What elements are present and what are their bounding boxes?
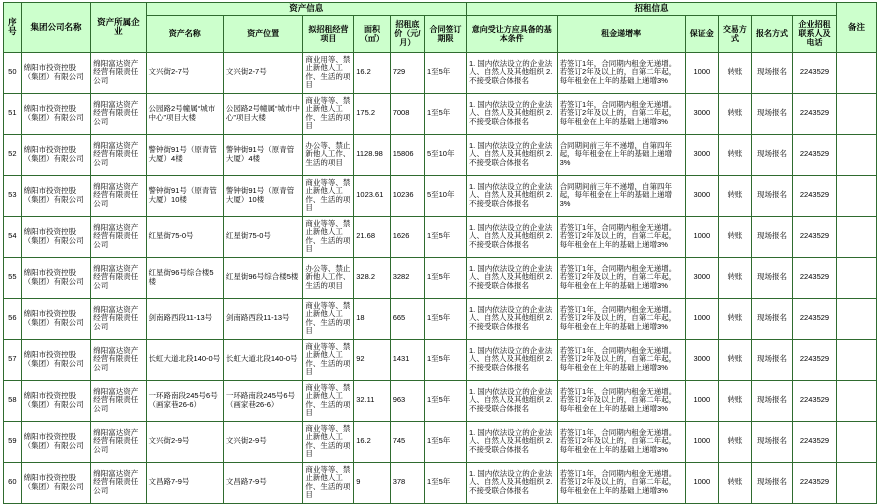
- asset-leasing-table: [3, 2, 877, 504]
- cell-index[interactable]: 57: [4, 339, 22, 380]
- cell-index[interactable]: 52: [4, 134, 22, 175]
- cell-asset-name[interactable]: 警钟街91号（原青管大厦）10楼: [146, 175, 223, 216]
- spreadsheet-sheet: [0, 2, 880, 500]
- cell-base-price[interactable]: 15806: [390, 134, 424, 175]
- cell-contact[interactable]: 2243529: [792, 175, 836, 216]
- cell-trade-mode[interactable]: 转账: [718, 462, 751, 503]
- cell-signup-mode[interactable]: 现场报名: [752, 216, 793, 257]
- cell-asset-owner[interactable]: 绵阳富达资产经营有限责任公司: [91, 257, 146, 298]
- header-asset-name: 资产名称: [146, 15, 223, 52]
- cell-remark[interactable]: [837, 339, 877, 380]
- cell-remark[interactable]: [837, 134, 877, 175]
- header-contract-term: 合同签订期限: [424, 15, 466, 52]
- cell-contract-term[interactable]: 5至10年: [424, 175, 466, 216]
- cell-asset-owner[interactable]: 绵阳富达资产经营有限责任公司: [91, 380, 146, 421]
- cell-base-price[interactable]: 10236: [390, 175, 424, 216]
- cell-remark[interactable]: [837, 421, 877, 462]
- cell-remark[interactable]: [837, 298, 877, 339]
- cell-contract-term[interactable]: 1至5年: [424, 257, 466, 298]
- cell-asset-owner[interactable]: 绵阳富达资产经营有限责任公司: [91, 52, 146, 93]
- cell-signup-mode[interactable]: 现场报名: [752, 134, 793, 175]
- header-lease-info: 招租信息: [466, 3, 836, 16]
- header-contact: 企业招租联系人及电话: [792, 15, 836, 52]
- cell-conditions[interactable]: 1. 国内依法设立的企业法人、自然人及其他组织 2. 不接受联合体报名: [466, 216, 557, 257]
- header-signup-mode: 报名方式: [752, 15, 793, 52]
- cell-rent-increase[interactable]: 若签订1年，合同期内租金无递增。若签订2年及以上的，自第二年起，每年租金在上年的基础上递增3%: [557, 298, 685, 339]
- cell-area[interactable]: 18: [354, 298, 390, 339]
- cell-contract-term[interactable]: 1至5年: [424, 52, 466, 93]
- cell-project[interactable]: 商业用等、禁止新他人工作、生活的项目: [303, 52, 354, 93]
- cell-asset-owner[interactable]: 绵阳富达资产经营有限责任公司: [91, 216, 146, 257]
- cell-signup-mode[interactable]: 现场报名: [752, 175, 793, 216]
- cell-asset-name[interactable]: 红星街96号综合楼5楼: [146, 257, 223, 298]
- cell-base-price[interactable]: 1431: [390, 339, 424, 380]
- cell-project[interactable]: 商业等等、禁止新他人工作、生活的项目: [303, 462, 354, 503]
- cell-rent-increase[interactable]: 若签订1年，合同期内租金无递增。若签订2年及以上的，自第二年起，每年租金在上年的基础上递增3%: [557, 52, 685, 93]
- table-row[interactable]: [4, 93, 877, 134]
- cell-deposit[interactable]: 3000: [685, 93, 718, 134]
- header-rent-increase: 租金递增率: [557, 15, 685, 52]
- cell-area[interactable]: 1023.61: [354, 175, 390, 216]
- cell-group-company[interactable]: 绵阳市投资控股（集团）有限公司: [21, 298, 91, 339]
- header-project: 拟招租经营项目: [303, 15, 354, 52]
- cell-asset-owner[interactable]: 绵阳富达资产经营有限责任公司: [91, 134, 146, 175]
- cell-conditions[interactable]: 1. 国内依法设立的企业法人、自然人及其他组织 2. 不接受联合体报名: [466, 462, 557, 503]
- cell-asset-name[interactable]: 长虹大道北段140-0号: [146, 339, 223, 380]
- cell-index[interactable]: 55: [4, 257, 22, 298]
- cell-contract-term[interactable]: 1至5年: [424, 93, 466, 134]
- cell-remark[interactable]: [837, 462, 877, 503]
- header-group-company: 集团公司名称: [21, 3, 91, 53]
- cell-rent-increase[interactable]: 若签订1年，合同期内租金无递增。若签订2年及以上的，自第二年起，每年租金在上年的基础上递增3%: [557, 380, 685, 421]
- cell-trade-mode[interactable]: 转账: [718, 216, 751, 257]
- cell-area[interactable]: 16.2: [354, 421, 390, 462]
- cell-contact[interactable]: 2243529: [792, 52, 836, 93]
- cell-area[interactable]: 9: [354, 462, 390, 503]
- cell-contact[interactable]: 2243529: [792, 216, 836, 257]
- header-trade-mode: 交易方式: [718, 15, 751, 52]
- cell-asset-location[interactable]: 文昌路7-9号: [223, 462, 303, 503]
- cell-remark[interactable]: [837, 52, 877, 93]
- cell-deposit[interactable]: 1000: [685, 421, 718, 462]
- cell-asset-name[interactable]: 剑南路西段11-13号: [146, 298, 223, 339]
- cell-contract-term[interactable]: 1至5年: [424, 298, 466, 339]
- cell-area[interactable]: 21.68: [354, 216, 390, 257]
- cell-project[interactable]: 商业等等、禁止新他人工作、生活的项目: [303, 93, 354, 134]
- cell-rent-increase[interactable]: 若签订1年，合同期内租金无递增。若签订2年及以上的，自第二年起，每年租金在上年的基础上递增3%: [557, 93, 685, 134]
- cell-group-company[interactable]: 绵阳市投资控股（集团）有限公司: [21, 175, 91, 216]
- cell-conditions[interactable]: 1. 国内依法设立的企业法人、自然人及其他组织 2. 不接受联合体报名: [466, 175, 557, 216]
- cell-trade-mode[interactable]: 转账: [718, 52, 751, 93]
- header-conditions: 意向受让方应具备的基本条件: [466, 15, 557, 52]
- cell-contract-term[interactable]: 1至5年: [424, 421, 466, 462]
- cell-project[interactable]: 商业等等、禁止新他人工作、生活的项目: [303, 216, 354, 257]
- cell-group-company[interactable]: 绵阳市投资控股（集团）有限公司: [21, 421, 91, 462]
- cell-base-price[interactable]: 3282: [390, 257, 424, 298]
- cell-trade-mode[interactable]: 转账: [718, 175, 751, 216]
- cell-deposit[interactable]: 1000: [685, 298, 718, 339]
- table-row[interactable]: [4, 298, 877, 339]
- cell-base-price[interactable]: 1626: [390, 216, 424, 257]
- cell-trade-mode[interactable]: 转账: [718, 298, 751, 339]
- cell-trade-mode[interactable]: 转账: [718, 339, 751, 380]
- cell-asset-location[interactable]: 一环路南段245号6号（画家巷26-6）: [223, 380, 303, 421]
- cell-rent-increase[interactable]: 若签订1年，合同期内租金无递增。若签订2年及以上的，自第二年起，每年租金在上年的基础上递增3%: [557, 216, 685, 257]
- table-row[interactable]: [4, 421, 877, 462]
- header-base-price: 招租底价（元/月）: [390, 15, 424, 52]
- cell-remark[interactable]: [837, 257, 877, 298]
- cell-deposit[interactable]: 3000: [685, 134, 718, 175]
- cell-area[interactable]: 16.2: [354, 52, 390, 93]
- cell-conditions[interactable]: 1. 国内依法设立的企业法人、自然人及其他组织 2. 不接受联合体报名: [466, 339, 557, 380]
- cell-remark[interactable]: [837, 216, 877, 257]
- cell-asset-owner[interactable]: 绵阳富达资产经营有限责任公司: [91, 462, 146, 503]
- cell-group-company[interactable]: 绵阳市投资控股（集团）有限公司: [21, 462, 91, 503]
- cell-deposit[interactable]: 1000: [685, 52, 718, 93]
- cell-group-company[interactable]: 绵阳市投资控股（集团）有限公司: [21, 257, 91, 298]
- table-header: [4, 3, 877, 53]
- cell-deposit[interactable]: 3000: [685, 175, 718, 216]
- cell-rent-increase[interactable]: 若签订1年，合同期内租金无递增。若签订2年及以上的，自第二年起，每年租金在上年的基础上递增3%: [557, 421, 685, 462]
- cell-contract-term[interactable]: 1至5年: [424, 339, 466, 380]
- cell-asset-name[interactable]: 警钟街91号（原青管大厦）4楼: [146, 134, 223, 175]
- cell-group-company[interactable]: 绵阳市投资控股（集团）有限公司: [21, 339, 91, 380]
- cell-deposit[interactable]: 3000: [685, 257, 718, 298]
- cell-signup-mode[interactable]: 现场报名: [752, 298, 793, 339]
- cell-deposit[interactable]: 1000: [685, 380, 718, 421]
- cell-remark[interactable]: [837, 175, 877, 216]
- cell-project[interactable]: 商业等等、禁止新他人工作、生活的项目: [303, 380, 354, 421]
- cell-contact[interactable]: 2243529: [792, 257, 836, 298]
- cell-asset-location[interactable]: 公园路2号幢属“城市中心”项目大楼: [223, 93, 303, 134]
- cell-asset-name[interactable]: 红星街75-0号: [146, 216, 223, 257]
- cell-contact[interactable]: 2243529: [792, 421, 836, 462]
- header-index: 序号: [4, 3, 22, 53]
- cell-signup-mode[interactable]: 现场报名: [752, 52, 793, 93]
- cell-asset-name[interactable]: 一环路南段245号6号（画家巷26-6）: [146, 380, 223, 421]
- cell-area[interactable]: 32.11: [354, 380, 390, 421]
- cell-asset-location[interactable]: 文兴街2-9号: [223, 421, 303, 462]
- cell-trade-mode[interactable]: 转账: [718, 421, 751, 462]
- cell-asset-location[interactable]: 红星街75-0号: [223, 216, 303, 257]
- cell-signup-mode[interactable]: 现场报名: [752, 257, 793, 298]
- cell-asset-owner[interactable]: 绵阳富达资产经营有限责任公司: [91, 421, 146, 462]
- cell-contract-term[interactable]: 1至5年: [424, 380, 466, 421]
- cell-base-price[interactable]: 745: [390, 421, 424, 462]
- table-row[interactable]: [4, 257, 877, 298]
- cell-contract-term[interactable]: 5至10年: [424, 134, 466, 175]
- cell-contact[interactable]: 2243529: [792, 93, 836, 134]
- cell-trade-mode[interactable]: 转账: [718, 380, 751, 421]
- cell-base-price[interactable]: 729: [390, 52, 424, 93]
- table-row[interactable]: [4, 52, 877, 93]
- cell-contract-term[interactable]: 1至5年: [424, 216, 466, 257]
- table-row[interactable]: [4, 380, 877, 421]
- cell-asset-location[interactable]: 红星街96号综合楼5楼: [223, 257, 303, 298]
- cell-contract-term[interactable]: 1至5年: [424, 462, 466, 503]
- cell-project[interactable]: 办公等、禁止新他人工作、生活的项目: [303, 134, 354, 175]
- cell-asset-location[interactable]: 文兴街2-7号: [223, 52, 303, 93]
- cell-trade-mode[interactable]: 转账: [718, 93, 751, 134]
- table-row[interactable]: [4, 462, 877, 503]
- cell-base-price[interactable]: 7008: [390, 93, 424, 134]
- cell-contact[interactable]: 2243529: [792, 339, 836, 380]
- cell-signup-mode[interactable]: 现场报名: [752, 380, 793, 421]
- table-row[interactable]: [4, 339, 877, 380]
- cell-trade-mode[interactable]: 转账: [718, 257, 751, 298]
- table-row[interactable]: [4, 216, 877, 257]
- cell-signup-mode[interactable]: 现场报名: [752, 421, 793, 462]
- cell-deposit[interactable]: 1000: [685, 462, 718, 503]
- cell-asset-name[interactable]: 公园路2号幢属“城市中心”项目大楼: [146, 93, 223, 134]
- cell-project[interactable]: 商业等等、禁止新他人工作、生活的项目: [303, 298, 354, 339]
- cell-trade-mode[interactable]: 转账: [718, 134, 751, 175]
- cell-conditions[interactable]: 1. 国内依法设立的企业法人、自然人及其他组织 2. 不接受联合体报名: [466, 134, 557, 175]
- cell-conditions[interactable]: 1. 国内依法设立的企业法人、自然人及其他组织 2. 不接受联合体报名: [466, 257, 557, 298]
- cell-contact[interactable]: 2243529: [792, 380, 836, 421]
- cell-area[interactable]: 92: [354, 339, 390, 380]
- cell-rent-increase[interactable]: 若签订1年，合同期内租金无递增。若签订2年及以上的，自第二年起，每年租金在上年的基础上递增3%: [557, 339, 685, 380]
- cell-conditions[interactable]: 1. 国内依法设立的企业法人、自然人及其他组织 2. 不接受联合体报名: [466, 421, 557, 462]
- header-area: 面积（㎡）: [354, 15, 390, 52]
- cell-index[interactable]: 53: [4, 175, 22, 216]
- header-deposit: 保证金: [685, 15, 718, 52]
- cell-rent-increase[interactable]: 若签订1年，合同期内租金无递增。若签订2年及以上的，自第二年起，每年租金在上年的基础上递增3%: [557, 462, 685, 503]
- cell-deposit[interactable]: 3000: [685, 339, 718, 380]
- cell-asset-location[interactable]: 长虹大道北段140-0号: [223, 339, 303, 380]
- cell-project[interactable]: 办公等、禁止新他人工作、生活的项目: [303, 257, 354, 298]
- cell-base-price[interactable]: 665: [390, 298, 424, 339]
- table-row[interactable]: [4, 134, 877, 175]
- cell-project[interactable]: 商业等等、禁止新他人工作、生活的项目: [303, 339, 354, 380]
- cell-asset-location[interactable]: 警钟街91号（原青管大厦）10楼: [223, 175, 303, 216]
- cell-area[interactable]: 328.2: [354, 257, 390, 298]
- cell-index[interactable]: 58: [4, 380, 22, 421]
- cell-rent-increase[interactable]: 合同期间前三年不递增，自第四年起，每年租金在上年的基础上递增3%: [557, 175, 685, 216]
- table-body: [4, 52, 877, 503]
- cell-signup-mode[interactable]: 现场报名: [752, 462, 793, 503]
- cell-remark[interactable]: [837, 93, 877, 134]
- cell-index[interactable]: 51: [4, 93, 22, 134]
- cell-index[interactable]: 50: [4, 52, 22, 93]
- cell-asset-owner[interactable]: 绵阳富达资产经营有限责任公司: [91, 339, 146, 380]
- header-asset-info: 资产信息: [146, 3, 466, 16]
- cell-area[interactable]: 175.2: [354, 93, 390, 134]
- cell-project[interactable]: 商业等等、禁止新他人工作、生活的项目: [303, 175, 354, 216]
- cell-asset-location[interactable]: 剑南路西段11-13号: [223, 298, 303, 339]
- header-asset-owner: 资产所属企业: [91, 3, 146, 53]
- cell-conditions[interactable]: 1. 国内依法设立的企业法人、自然人及其他组织 2. 不接受联合体报名: [466, 93, 557, 134]
- cell-signup-mode[interactable]: 现场报名: [752, 93, 793, 134]
- cell-group-company[interactable]: 绵阳市投资控股（集团）有限公司: [21, 93, 91, 134]
- cell-remark[interactable]: [837, 380, 877, 421]
- cell-rent-increase[interactable]: 若签订1年，合同期内租金无递增。若签订2年及以上的，自第二年起，每年租金在上年的基础上递增3%: [557, 257, 685, 298]
- cell-asset-owner[interactable]: 绵阳富达资产经营有限责任公司: [91, 298, 146, 339]
- cell-conditions[interactable]: 1. 国内依法设立的企业法人、自然人及其他组织 2. 不接受联合体报名: [466, 380, 557, 421]
- cell-asset-location[interactable]: 警钟街91号（原青管大厦）4楼: [223, 134, 303, 175]
- cell-rent-increase[interactable]: 合同期间前三年不递增，自第四年起，每年租金在上年的基础上递增3%: [557, 134, 685, 175]
- cell-index[interactable]: 54: [4, 216, 22, 257]
- cell-index[interactable]: 56: [4, 298, 22, 339]
- cell-area[interactable]: 1128.98: [354, 134, 390, 175]
- cell-conditions[interactable]: 1. 国内依法设立的企业法人、自然人及其他组织 2. 不接受联合体报名: [466, 298, 557, 339]
- cell-signup-mode[interactable]: 现场报名: [752, 339, 793, 380]
- cell-base-price[interactable]: 378: [390, 462, 424, 503]
- cell-group-company[interactable]: 绵阳市投资控股（集团）有限公司: [21, 216, 91, 257]
- cell-index[interactable]: 60: [4, 462, 22, 503]
- cell-group-company[interactable]: 绵阳市投资控股（集团）有限公司: [21, 134, 91, 175]
- cell-contact[interactable]: 2243529: [792, 462, 836, 503]
- cell-conditions[interactable]: 1. 国内依法设立的企业法人、自然人及其他组织 2. 不接受联合体报名: [466, 52, 557, 93]
- cell-contact[interactable]: 2243529: [792, 134, 836, 175]
- cell-index[interactable]: 59: [4, 421, 22, 462]
- cell-asset-name[interactable]: 文昌路7-9号: [146, 462, 223, 503]
- cell-group-company[interactable]: 绵阳市投资控股（集团）有限公司: [21, 380, 91, 421]
- cell-deposit[interactable]: 1000: [685, 216, 718, 257]
- cell-asset-owner[interactable]: 绵阳富达资产经营有限责任公司: [91, 93, 146, 134]
- header-asset-location: 资产位置: [223, 15, 303, 52]
- cell-group-company[interactable]: 绵阳市投资控股（集团）有限公司: [21, 52, 91, 93]
- cell-asset-name[interactable]: 文兴街2-9号: [146, 421, 223, 462]
- cell-asset-name[interactable]: 文兴街2-7号: [146, 52, 223, 93]
- cell-asset-owner[interactable]: 绵阳富达资产经营有限责任公司: [91, 175, 146, 216]
- header-remark: 备注: [837, 3, 877, 53]
- table-row[interactable]: [4, 175, 877, 216]
- cell-project[interactable]: 商业等等、禁止新他人工作、生活的项目: [303, 421, 354, 462]
- cell-contact[interactable]: 2243529: [792, 298, 836, 339]
- cell-base-price[interactable]: 963: [390, 380, 424, 421]
